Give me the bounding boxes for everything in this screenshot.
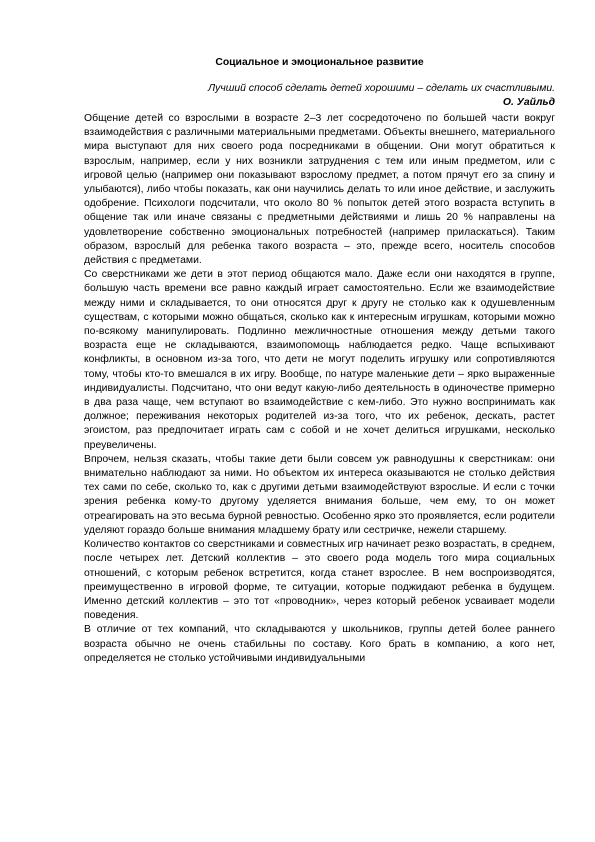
paragraph-5: В отличие от тех компаний, что складываются у школьников, группы детей более раннего возраста обычно не очень стабильны по составу. Кого брать в компанию, а кого нет, определяется не столько устойчивыми индивидуальными [84, 624, 555, 664]
paragraph-4: Количество контактов со сверстниками и совместных игр начинает резко возрастать, в среднем, после четырех лет. Детский коллектив – это своего рода модель того мира социальных отношений, с которым ребенок встретится, когда станет взрослее. В нем воспроизводятся, преимущественно в игровой форме, те ситуации, которые поджидают ребенка в будущем. Именно детский коллектив – это тот «проводник», через который ребенок усваивает модели поведения. [84, 539, 555, 622]
epigraph-author: О. Уайльд [502, 97, 555, 108]
paragraph-1: Общение детей со взрослыми в возрасте 2–3 лет сосредоточено по большей части вокруг взаимодействия с различными материальными предметами. Объекты внешнего, материального мира выступают для них своего рода посредниками в общении. Они могут обратиться к взрослым, например, если у них возникли затруднения с тем или иным предметом, или с игровой целью (например они показывают взрослому предмет, а потом прячут его за спину и улыбаются), либо чтобы показать, как они научились делать то или иное действие, и заслужить одобрение. Психологи подсчитали, что около 80 % попыток детей этого возраста вступить в общение так или иначе связаны с предметными действиями и лишь 20 % направлены на удовлетворение собственно эмоциональных потребностей (например приласкаться). Таким образом, взрослый для ребенка такого возраста – это, прежде всего, носитель способов действия с предметами. [84, 113, 555, 267]
paragraph-2: Со сверстниками же дети в этот период общаются мало. Даже если они находятся в группе, большую часть времени все равно каждый играет самостоятельно. Если же взаимодействие между ними и складывается, то они относятся друг к другу не столько как к одушевленным существам, с которыми можно общаться, сколько как к интересным игрушкам, которыми можно по-всякому манипулировать. Подлинно межличностные отношения между детьми такого возраста еще не складываются, взаимопомощь наблюдается редко. Чаще вспыхивают конфликты, в основном из-за того, что дети не могут поделить игрушку или сопротивляются тому, чтобы кто-то вмешался в их игру. Вообще, по натуре маленькие дети – ярко выраженные индивидуалисты. Подсчитано, что они ведут какую-либо деятельность в одиночестве примерно в два раза чаще, чем вступают во взаимодействие с кем-либо. Это нужно воспринимать как должное; переживания некоторых родителей из-за того, что их ребенок, дескать, растет эгоистом, раз предпочитает играть сам с собой и не хочет делиться игрушками, несколько преувеличены. [84, 269, 555, 451]
epigraph-quote: Лучший способ сделать детей хорошими – сделать их счастливыми. [208, 83, 555, 94]
paragraph-3: Впрочем, нельзя сказать, чтобы такие дети были совсем уж равнодушны к сверстникам: они внимательно наблюдают за ними. Но объектом их интереса оказываются не столько действия тех сами по себе, сколько то, как с другими детьми взаимодействуют взрослые. И если с точки зрения ребенка кому-то другому уделяется внимания больше, чем ему, то он может отреагировать на это весьма бурной ревностью. Особенно ярко это проявляется, если родители уделяют гораздо больше внимания младшему брату или сестричке, нежели старшему. [84, 453, 555, 536]
page-title: Социальное и эмоциональное развитие [215, 57, 424, 68]
